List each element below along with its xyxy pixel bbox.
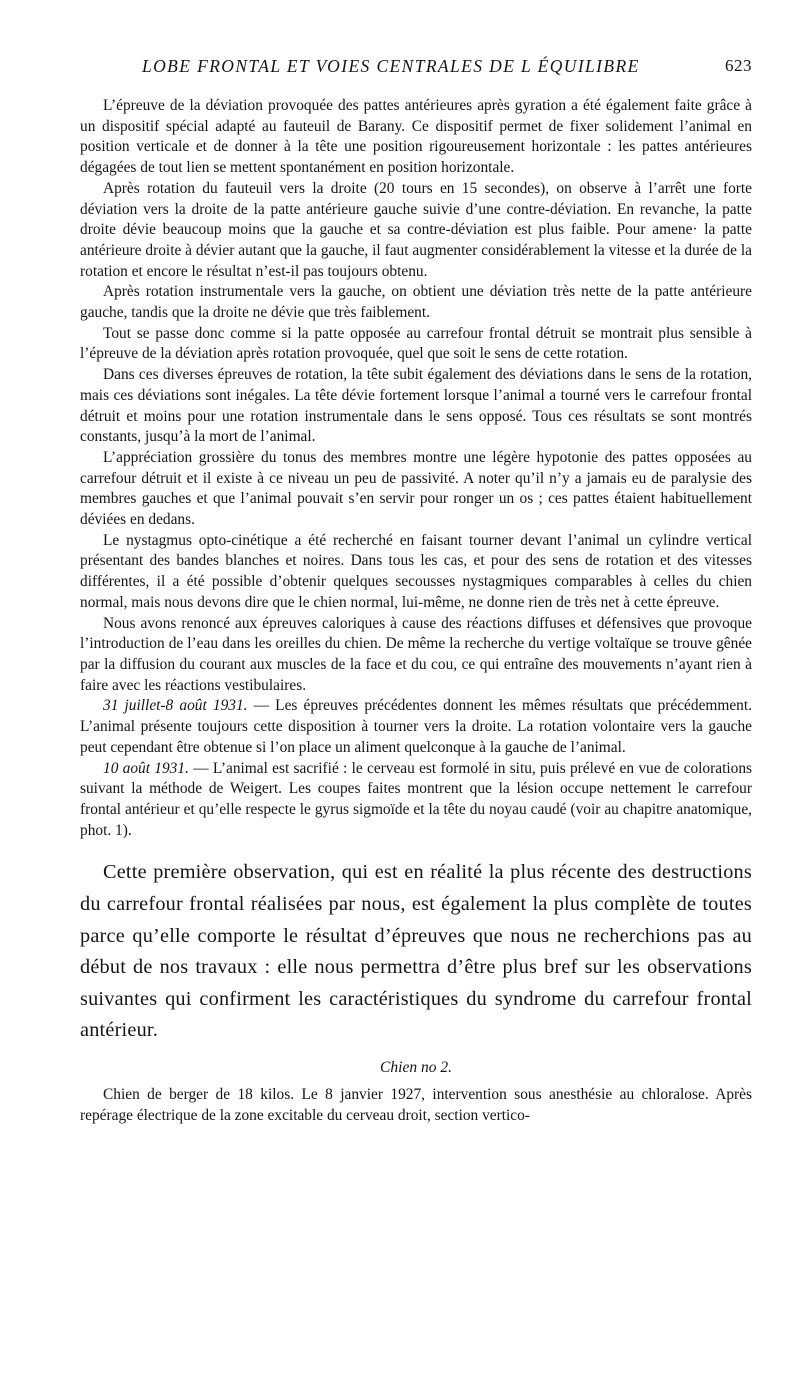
running-title: LOBE FRONTAL ET VOIES CENTRALES DE L ÉQUILIBRE: [142, 56, 640, 76]
dated-text: — L’animal est sacrifié : le cerveau est formolé in situ, puis prélevé en vue de colorations suivant la méthode de Weigert. Les coupes faites montrent que la lésion occupe nettement le carrefour frontal antérieur et qu’elle respecte le gyrus sigmoïde et la tête du noyau caudé (voir au chapitre anatomique, phot. 1).: [80, 759, 753, 839]
small-text-block: [80, 96, 752, 841]
paragraph: Le nystagmus opto-cinétique a été recherché en faisant tourner devant l’animal un cylindre vertical présentant des bandes blanches et noires. Dans tous les cas, et pour des sens de rotation et des vitesses différentes, il a été possible d’obtenir quelques secousses nystagmiques comparables à celles du chien normal, mais nous devons dire que le chien normal, lui-même, ne donne rien de très net à cette épreuve.: [80, 531, 752, 611]
dated-paragraph: [80, 759, 752, 842]
page-body: [80, 96, 752, 1126]
large-paragraph: Cette première observation, qui est en réalité la plus récente des destructions du carrefour frontal réalisées par nous, est également la plus complète de toutes parce qu’elle comporte le résultat d’épreuves que nous ne recherchions pas au début de nos travaux : elle nous permettra d’être plus bref sur les observations suivantes qui confirment les caractéristiques du syndrome du carrefour frontal antérieur.: [80, 861, 752, 1042]
dated-text: — Les épreuves précédentes donnent les mêmes résultats que précédemment. L’animal présente toujours cette disposition à tourner vers la droite. La rotation volontaire vers la gauche peut cependant être obtenue si l’on place un aliment quelconque à la gauche de l’animal.: [80, 697, 752, 756]
paragraph: Après rotation du fauteuil vers la droite (20 tours en 15 secondes), on observe à l’arrêt une forte déviation vers la droite de la patte antérieure gauche suivie d’une contre-déviation. En revanche, la patte droite dévie beaucoup moins que la gauche et sa contre-déviation est plus faible. Pour amene· la patte antérieure droite à dévier autant que la gauche, il faut augmenter considérablement la vitesse et la durée de la rotation et encore le résultat n’est-il pas toujours obtenu.: [80, 179, 752, 280]
paragraph: L’épreuve de la déviation provoquée des pattes antérieures après gyration a été également faite grâce à un dispositif spécial adapté au fauteuil de Barany. Ce dispositif permet de fixer solidement l’animal en position verticale et de donner à la tête une position rigoureusement horizontale : les pattes antérieures dégagées de tout lien se mettent spontanément en position horizontale.: [80, 97, 752, 177]
paragraph: Tout se passe donc comme si la patte opposée au carrefour frontal détruit se montrait plus sensible à l’épreuve de la déviation après rotation provoquée, quel que soit le sens de cette rotation.: [80, 324, 752, 363]
date-label: 31 juillet-8 août 1931.: [103, 697, 248, 715]
paragraph: L’appréciation grossière du tonus des membres montre une légère hypotonie des pattes opposées au carrefour détruit et il existe à ce niveau un peu de passivité. A noter qu’il n’y a jamais eu de paralysie des membres gauches et que l’animal pouvait s’en servir pour ronger un os ; ces pattes étaient habituellement déviées en dedans.: [80, 448, 752, 529]
paragraph: Dans ces diverses épreuves de rotation, la tête subit également des déviations dans le sens de la rotation, mais ces déviations sont inégales. La tête dévie fortement lorsque l’animal a tourné vers le carrefour frontal détruit et moins pour une rotation instrumentale dans le sens opposé. Tous ces résultats se sont montrés constants, jusqu’à la mort de l’animal.: [80, 366, 752, 446]
final-text-block: [80, 1085, 752, 1126]
page-header: [112, 56, 752, 86]
large-text-block: [80, 857, 752, 1047]
paragraph: Chien de berger de 18 kilos. Le 8 janvier 1927, intervention sous anesthésie au chloralose. Après repérage électrique de la zone excitable du cerveau droit, section vertico-: [80, 1085, 752, 1124]
paragraph: Après rotation instrumentale vers la gauche, on obtient une déviation très nette de la patte antérieure gauche, tandis que la droite ne dévie que très faiblement.: [80, 283, 752, 322]
paragraph: Nous avons renoncé aux épreuves caloriques à cause des réactions diffuses et défensives que provoque l’introduction de l’eau dans les oreilles du chien. De même la recherche du vertige voltaïque se trouve gênée par la diffusion du courant aux muscles de la face et du cou, ce qui entraîne des mouvements n’ayant rien à faire avec les réactions vestibulaires.: [80, 614, 752, 694]
date-label: 10 août 1931.: [103, 759, 189, 777]
page-number: 623: [725, 56, 752, 75]
dated-paragraph: [80, 696, 752, 758]
case-title: Chien no 2.: [380, 1058, 452, 1076]
